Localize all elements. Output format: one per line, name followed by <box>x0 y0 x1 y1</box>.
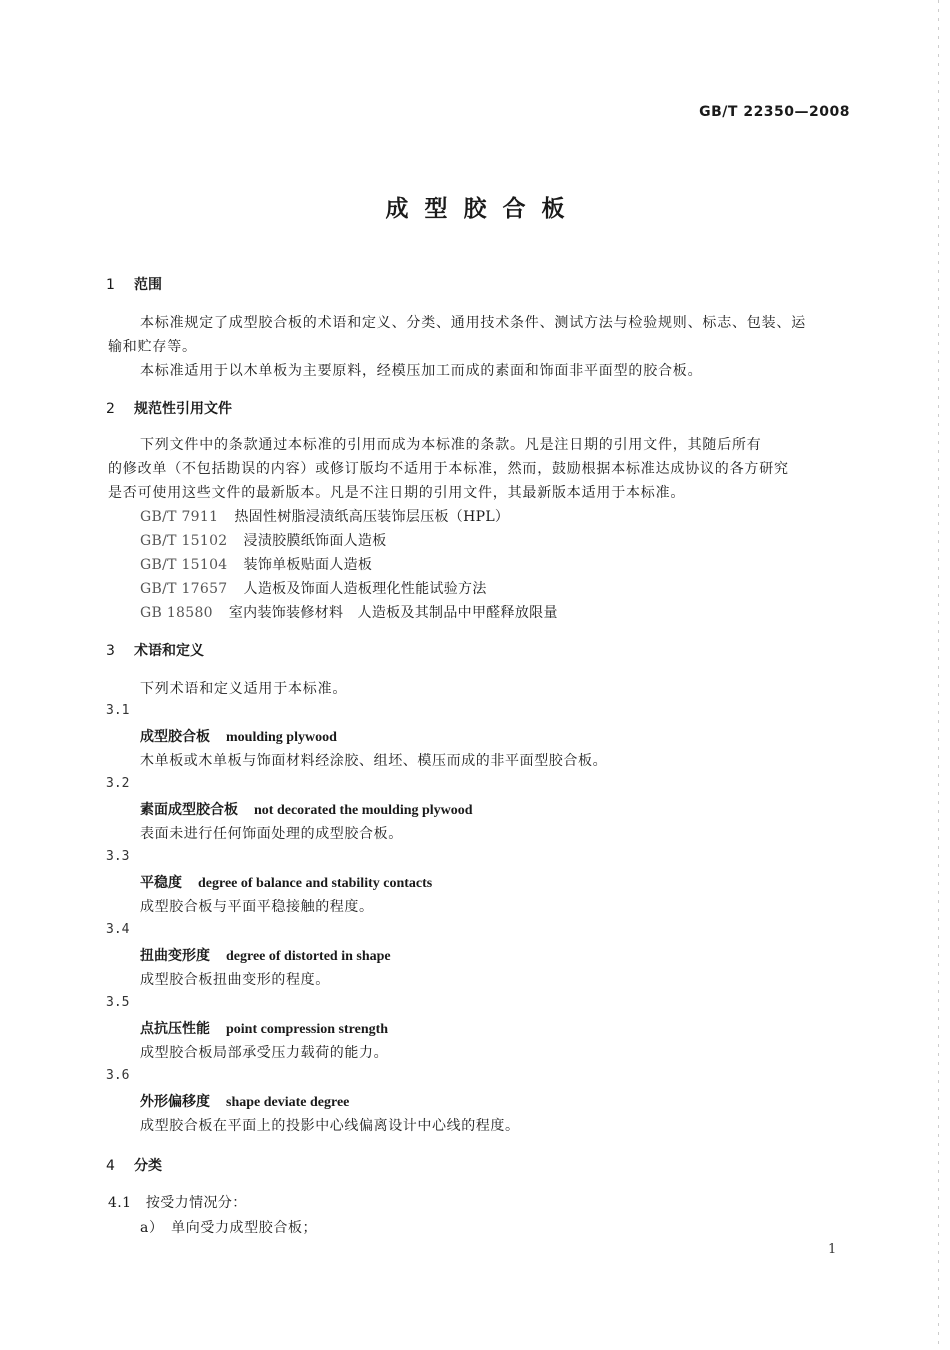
term-heading <box>140 726 337 746</box>
scan-edge-artifact <box>938 0 939 1350</box>
reference-item <box>140 554 372 574</box>
term-heading <box>140 872 432 892</box>
reference-code: GB/T 7911 <box>140 509 219 525</box>
clause-number: 3.1 <box>106 703 130 718</box>
clause-number: 3.4 <box>106 922 130 937</box>
term-cn: 素面成型胶合板 <box>140 802 238 818</box>
section-number: 4 <box>106 1158 115 1174</box>
term-cn: 成型胶合板 <box>140 729 210 745</box>
reference-item <box>140 506 509 526</box>
term-en: degree of distorted in shape <box>226 949 391 964</box>
section-heading-3 <box>106 640 204 660</box>
list-item-a: a） 单向受力成型胶合板； <box>140 1220 318 1236</box>
reference-title: 热固性树脂浸渍纸高压装饰层压板（HPL） <box>234 509 510 525</box>
term-cn: 点抗压性能 <box>140 1021 210 1037</box>
term-definition: 木单板或木单板与饰面材料经涂胶、组坯、模压而成的非平面型胶合板。 <box>140 753 608 769</box>
reference-title: 室内装饰装修材料 人造板及其制品中甲醛释放限量 <box>228 605 558 621</box>
scope-paragraph-1: 本标准规定了成型胶合板的术语和定义、分类、通用技术条件、测试方法与检验规则、标志、包装、运 <box>140 315 806 331</box>
reference-item <box>140 602 558 622</box>
term-heading <box>140 945 391 965</box>
term-en: point compression strength <box>226 1022 389 1037</box>
standard-number: GB/T 22350—2008 <box>699 104 850 120</box>
term-cn: 平稳度 <box>140 875 182 891</box>
terms-intro: 下列术语和定义适用于本标准。 <box>140 681 348 697</box>
reference-title: 装饰单板贴面人造板 <box>243 557 373 573</box>
clause-number: 3.6 <box>106 1068 130 1083</box>
term-definition: 成型胶合板与平面平稳接触的程度。 <box>140 899 374 915</box>
reference-code: GB/T 17657 <box>140 581 228 597</box>
reference-title: 浸渍胶膜纸饰面人造板 <box>243 533 387 549</box>
section-title: 规范性引用文件 <box>134 401 232 417</box>
normative-paragraph-cont: 是否可使用这些文件的最新版本。凡是不注日期的引用文件，其最新版本适用于本标准。 <box>108 485 686 501</box>
reference-code: GB/T 15102 <box>140 533 228 549</box>
clause-number: 3.5 <box>106 995 130 1010</box>
page-number: 1 <box>828 1242 837 1257</box>
term-definition: 成型胶合板在平面上的投影中心线偏离设计中心线的程度。 <box>140 1118 520 1134</box>
section-heading-1 <box>106 274 162 294</box>
clause-number: 3.2 <box>106 776 130 791</box>
clause-number: 3.3 <box>106 849 130 864</box>
term-heading <box>140 1018 388 1038</box>
term-definition: 成型胶合板扭曲变形的程度。 <box>140 972 330 988</box>
term-cn: 外形偏移度 <box>140 1094 210 1110</box>
subclause-4-1: 4.1 按受力情况分： <box>108 1195 247 1211</box>
section-number: 3 <box>106 643 115 659</box>
section-heading-2 <box>106 398 232 418</box>
section-number: 1 <box>106 277 115 293</box>
reference-item <box>140 578 487 598</box>
section-number: 2 <box>106 401 115 417</box>
term-definition: 表面未进行任何饰面处理的成型胶合板。 <box>140 826 403 842</box>
term-heading <box>140 1091 349 1111</box>
scope-paragraph-2: 本标准适用于以木单板为主要原料，经模压加工而成的素面和饰面非平面型的胶合板。 <box>140 363 703 379</box>
term-en: not decorated the moulding plywood <box>254 803 473 818</box>
reference-item <box>140 530 387 550</box>
term-en: shape deviate degree <box>226 1095 350 1110</box>
term-definition: 成型胶合板局部承受压力载荷的能力。 <box>140 1045 389 1061</box>
document-title: 成型胶合板 <box>385 196 581 222</box>
normative-paragraph: 下列文件中的条款通过本标准的引用而成为本标准的条款。凡是注日期的引用文件，其随后所有 <box>140 437 762 453</box>
section-heading-4 <box>106 1155 162 1175</box>
section-title: 范围 <box>134 277 162 293</box>
normative-paragraph-cont: 的修改单（不包括勘误的内容）或修订版均不适用于本标准，然而，鼓励根据本标准达成协议的各方研究 <box>108 461 789 477</box>
section-title: 分类 <box>134 1158 162 1174</box>
scope-paragraph-1-cont: 输和贮存等。 <box>108 339 197 355</box>
term-heading <box>140 799 473 819</box>
section-title: 术语和定义 <box>134 643 204 659</box>
term-en: moulding plywood <box>226 730 337 745</box>
reference-code: GB 18580 <box>140 605 213 621</box>
reference-code: GB/T 15104 <box>140 557 228 573</box>
reference-title: 人造板及饰面人造板理化性能试验方法 <box>243 581 487 597</box>
term-en: degree of balance and stability contacts <box>198 876 433 891</box>
term-cn: 扭曲变形度 <box>140 948 210 964</box>
